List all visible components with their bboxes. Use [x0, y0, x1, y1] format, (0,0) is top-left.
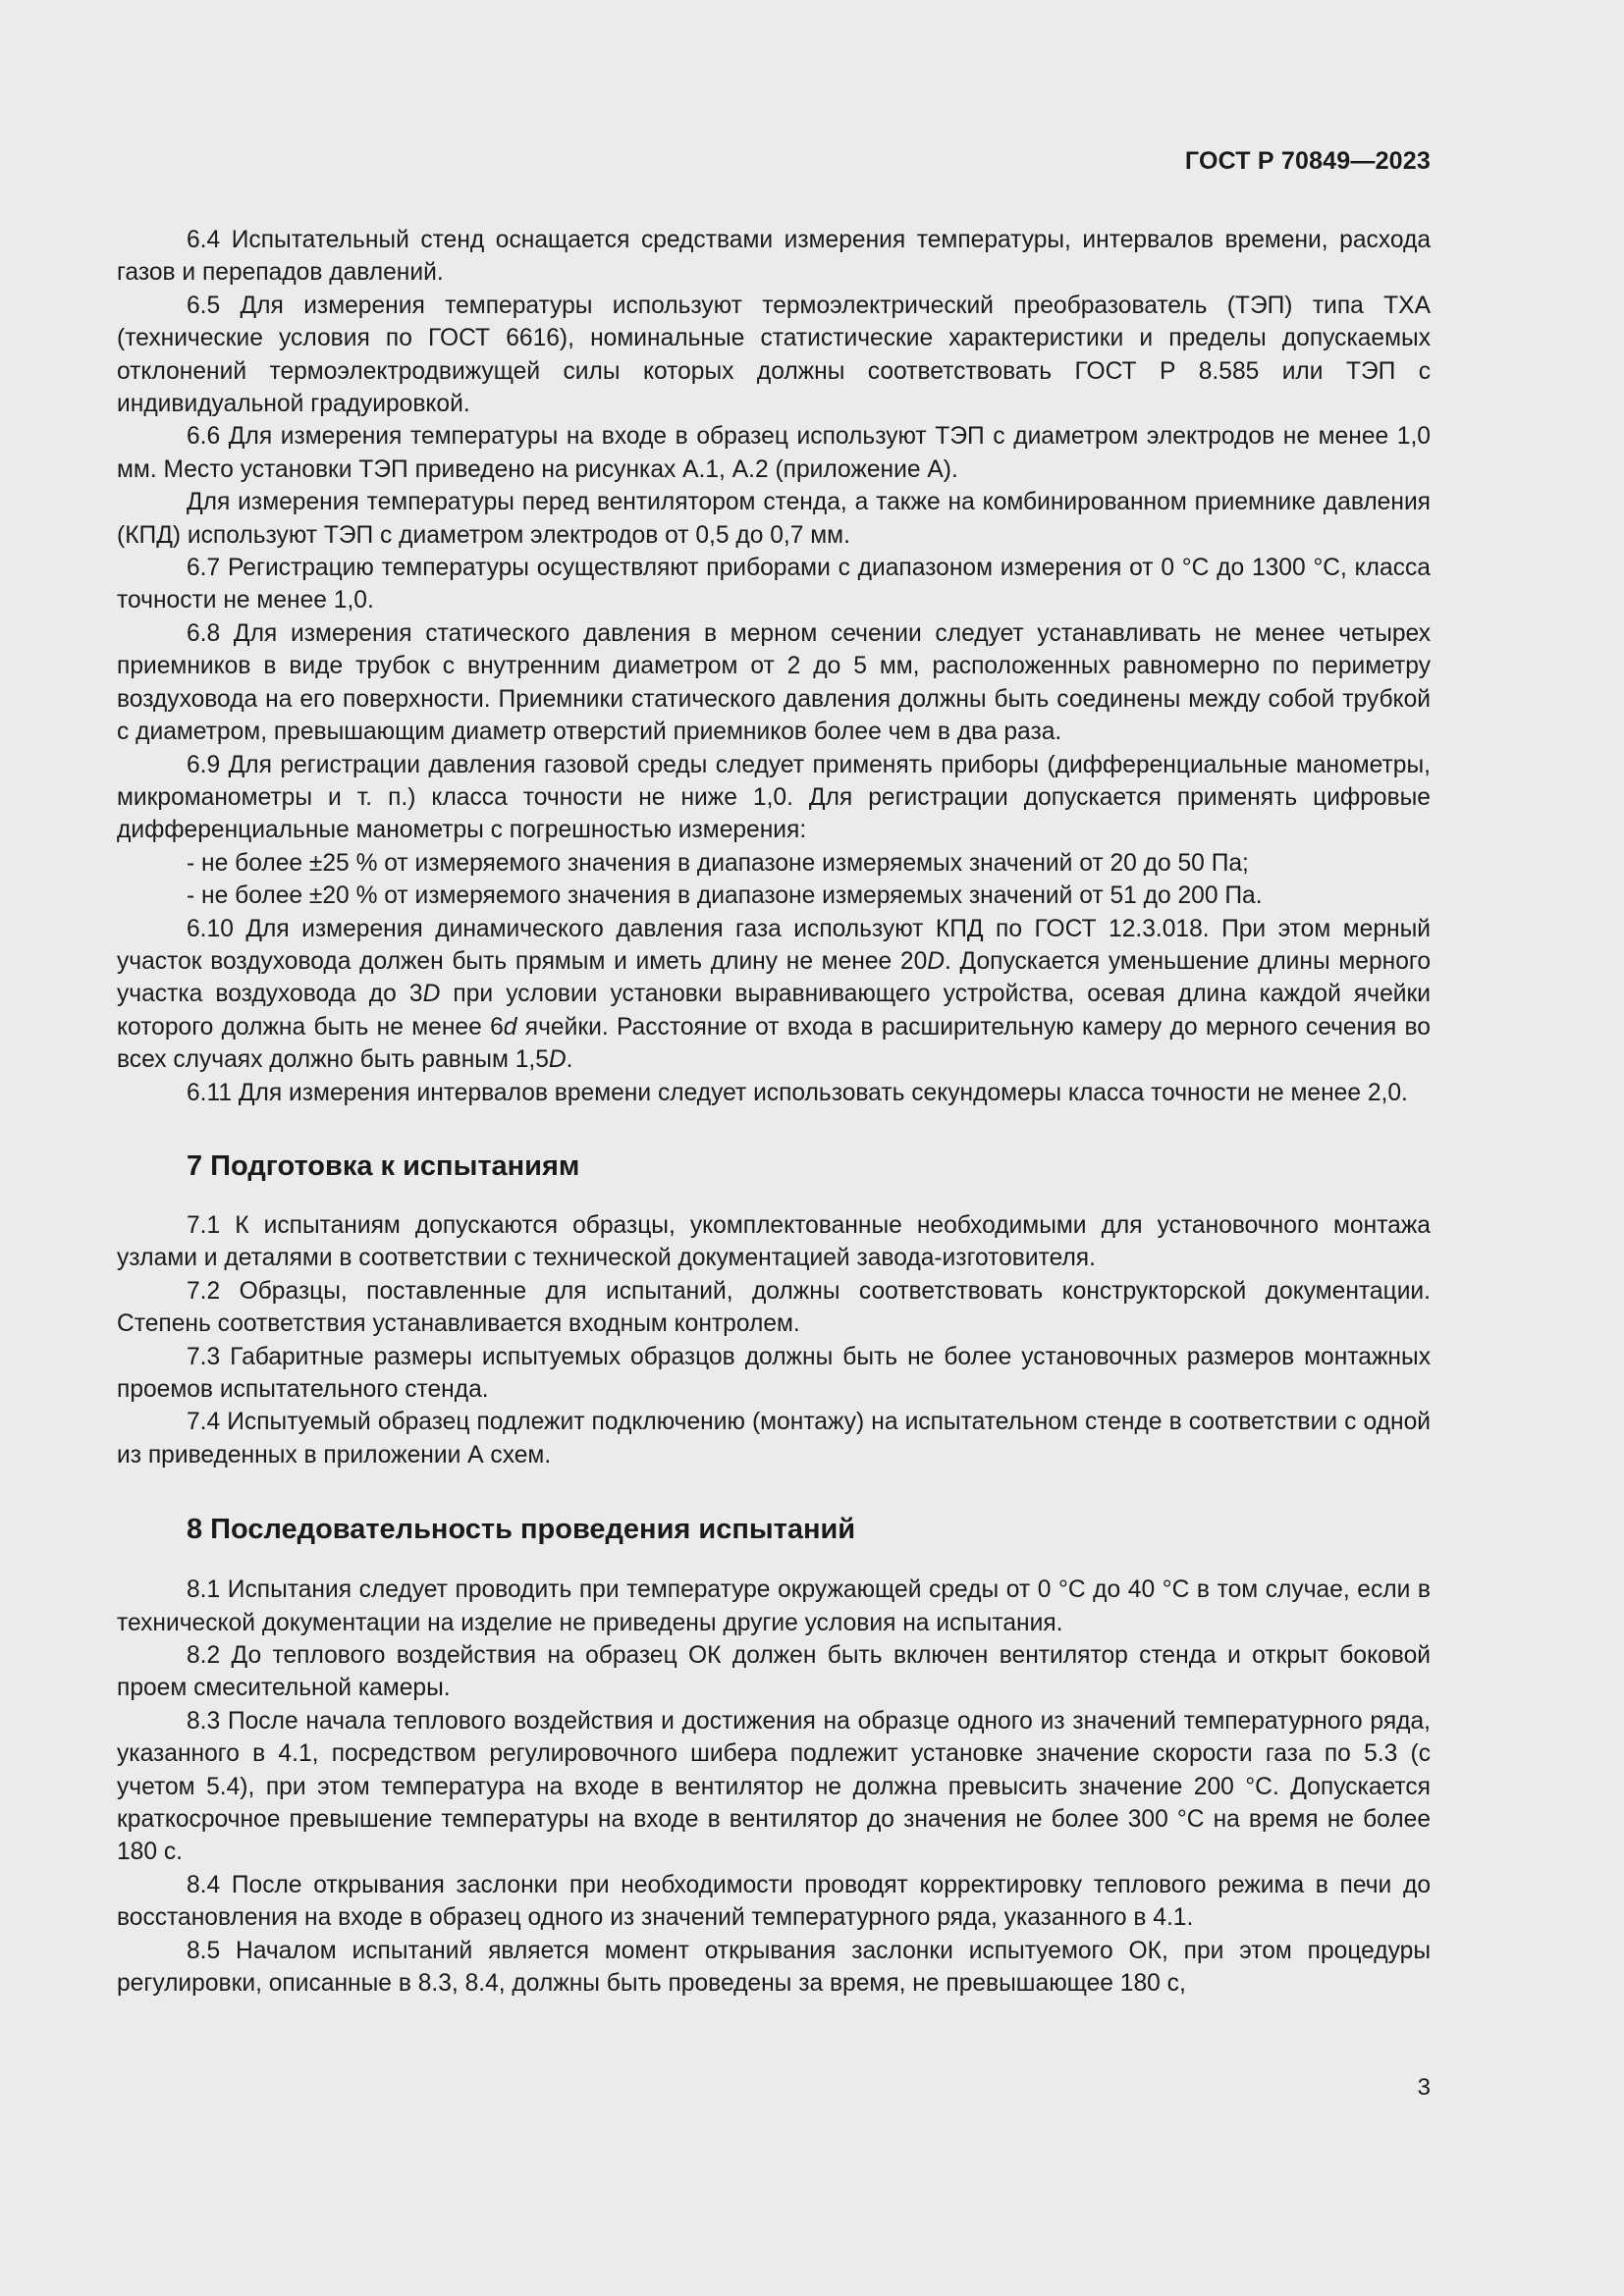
document-body: [117, 224, 1431, 2001]
page-header: ГОСТ Р 70849—2023: [1184, 147, 1431, 175]
paragraph-7-4: 7.4 Испытуемый образец подлежит подключению (монтажу) на испытательном стенде в соответствии с одной из приведенных в приложении А схем.: [117, 1409, 1431, 1468]
paragraph-6-6-cont: Для измерения температуры перед вентилятором стенда, а также на комбинированном приемнике давления (КПД) используют ТЭП с диаметром электродов от 0,5 до 0,7 мм.: [117, 489, 1431, 549]
text-run: ячейки. Расстояние от входа в расширительную камеру до мерного сечения во всех случаях должно быть равным 1,5: [117, 1013, 1431, 1074]
paragraph-6-9: 6.9 Для регистрации давления газовой среды следует применять приборы (дифференциальные манометры, микроманометры и т. п.) класса точности не ниже 1,0. Для регистрации допускается применять цифровые дифференциальные манометры с погрешностью измерения:: [117, 751, 1431, 844]
var-d: D: [548, 1046, 567, 1074]
var-d: D: [422, 981, 441, 1008]
paragraph-6-6: 6.6 Для измерения температуры на входе в образец используют ТЭП с диаметром электродов не менее 1,0 мм. Место установки ТЭП приведено на рисунках А.1, А.2 (приложение А).: [117, 423, 1431, 483]
paragraph-6-4: 6.4 Испытательный стенд оснащается средствами измерения температуры, интервалов времени, расхода газов и перепадов давлений.: [117, 227, 1431, 287]
paragraph-6-8: 6.8 Для измерения статического давления в мерном сечении следует устанавливать не менее четырех приемников в виде трубок с внутренним диаметром от 2 до 5 мм, расположенных равномерно по периметру воздуховода на его поверхности. Приемники статического давления должны быть соединены между собой трубкой с диаметром, превышающим диаметр отверстий приемников более чем в два раза.: [117, 619, 1431, 746]
paragraph-8-1: 8.1 Испытания следует проводить при температуре окружающей среды от 0 °С до 40 °С в том случае, если в технической документации на изделие не приведены другие условия на испытания.: [117, 1576, 1431, 1636]
section-7-heading: 7 Подготовка к испытаниям: [187, 1149, 580, 1182]
paragraph-7-1: 7.1 К испытаниям допускаются образцы, укомплектованные необходимыми для установочного монтажа узлами и деталями в соответствии с технической документацией завода-изготовителя.: [117, 1211, 1431, 1272]
section-8-heading: 8 Последовательность проведения испытаний: [187, 1514, 856, 1546]
list-item: - не более ±20 % от измеряемого значения в диапазоне измеряемых значений от 51 до 200 Па.: [187, 882, 1263, 910]
list-item: - не более ±25 % от измеряемого значения в диапазоне измеряемых значений от 20 до 50 Па;: [187, 849, 1249, 877]
paragraph-7-3: 7.3 Габаритные размеры испытуемых образцов должны быть не более установочных размеров монтажных проемов испытательного стенда.: [117, 1343, 1431, 1403]
paragraph-6-5: 6.5 Для измерения температуры используют термоэлектрический преобразователь (ТЭП) типа ТХА (технические условия по ГОСТ 6616), номинальные статистические характеристики и пределы допускаемых отклонений термоэлектродвижущей силы которых должны соответствовать ГОСТ Р 8.585 или ТЭП с индивидуальной градуировкой.: [117, 292, 1431, 418]
paragraph-8-3: 8.3 После начала теплового воздействия и достижения на образце одного из значений температурного ряда, указанного в 4.1, посредством регулировочного шибера подлежит установке значение скорости газа по 5.3 (с учетом 5.4), при этом температура на входе в вентилятор не должна превысить значение 200 °С. Допускается краткосрочное превышение температуры на входе в вентилятор до значения не более 300 °С на время не более 180 с.: [117, 1707, 1431, 1866]
var-d: d: [503, 1013, 517, 1041]
paragraph-6-10: [117, 913, 1431, 1077]
paragraph-7-2: 7.2 Образцы, поставленные для испытаний, должны соответствовать конструкторской документации. Степень соответствия устанавливается входным контролем.: [117, 1277, 1431, 1338]
text-run: . Допускается уменьшение длины мерного участка воздуховода до 3: [117, 947, 1431, 1008]
page-number: 3: [1417, 2074, 1431, 2101]
text-run: 6.10 Для измерения динамического давления газа используют КПД по ГОСТ 12.3.018. При этом мерный участок воздуховода должен быть прямым и иметь длину не менее 20: [117, 915, 1431, 975]
paragraph-6-7: 6.7 Регистрацию температуры осуществляют приборами с диапазоном измерения от 0 °С до 1300 °С, класса точности не менее 1,0.: [117, 555, 1431, 614]
text-run: при условии установки выравнивающего устройства, осевая длина каждой ячейки которого должна быть не менее 6: [117, 981, 1431, 1041]
paragraph-6-11: 6.11 Для измерения интервалов времени следует использовать секундомеры класса точности не менее 2,0.: [187, 1079, 1408, 1106]
var-d: D: [927, 947, 946, 975]
paragraph-8-4: 8.4 После открывания заслонки при необходимости проводят корректировку теплового режима в печи до восстановления на входе в образец одного из значений температурного ряда, указанного в 4.1.: [117, 1871, 1431, 1932]
paragraph-8-2: 8.2 До теплового воздействия на образец ОК должен быть включен вентилятор стенда и открыт боковой проем смесительной камеры.: [117, 1642, 1431, 1702]
text-run: .: [566, 1046, 573, 1074]
paragraph-8-5: 8.5 Началом испытаний является момент открывания заслонки испытуемого ОК, при этом процедуры регулировки, описанные в 8.3, 8.4, должны быть проведены за время, не превышающее 180 с,: [117, 1937, 1431, 1998]
